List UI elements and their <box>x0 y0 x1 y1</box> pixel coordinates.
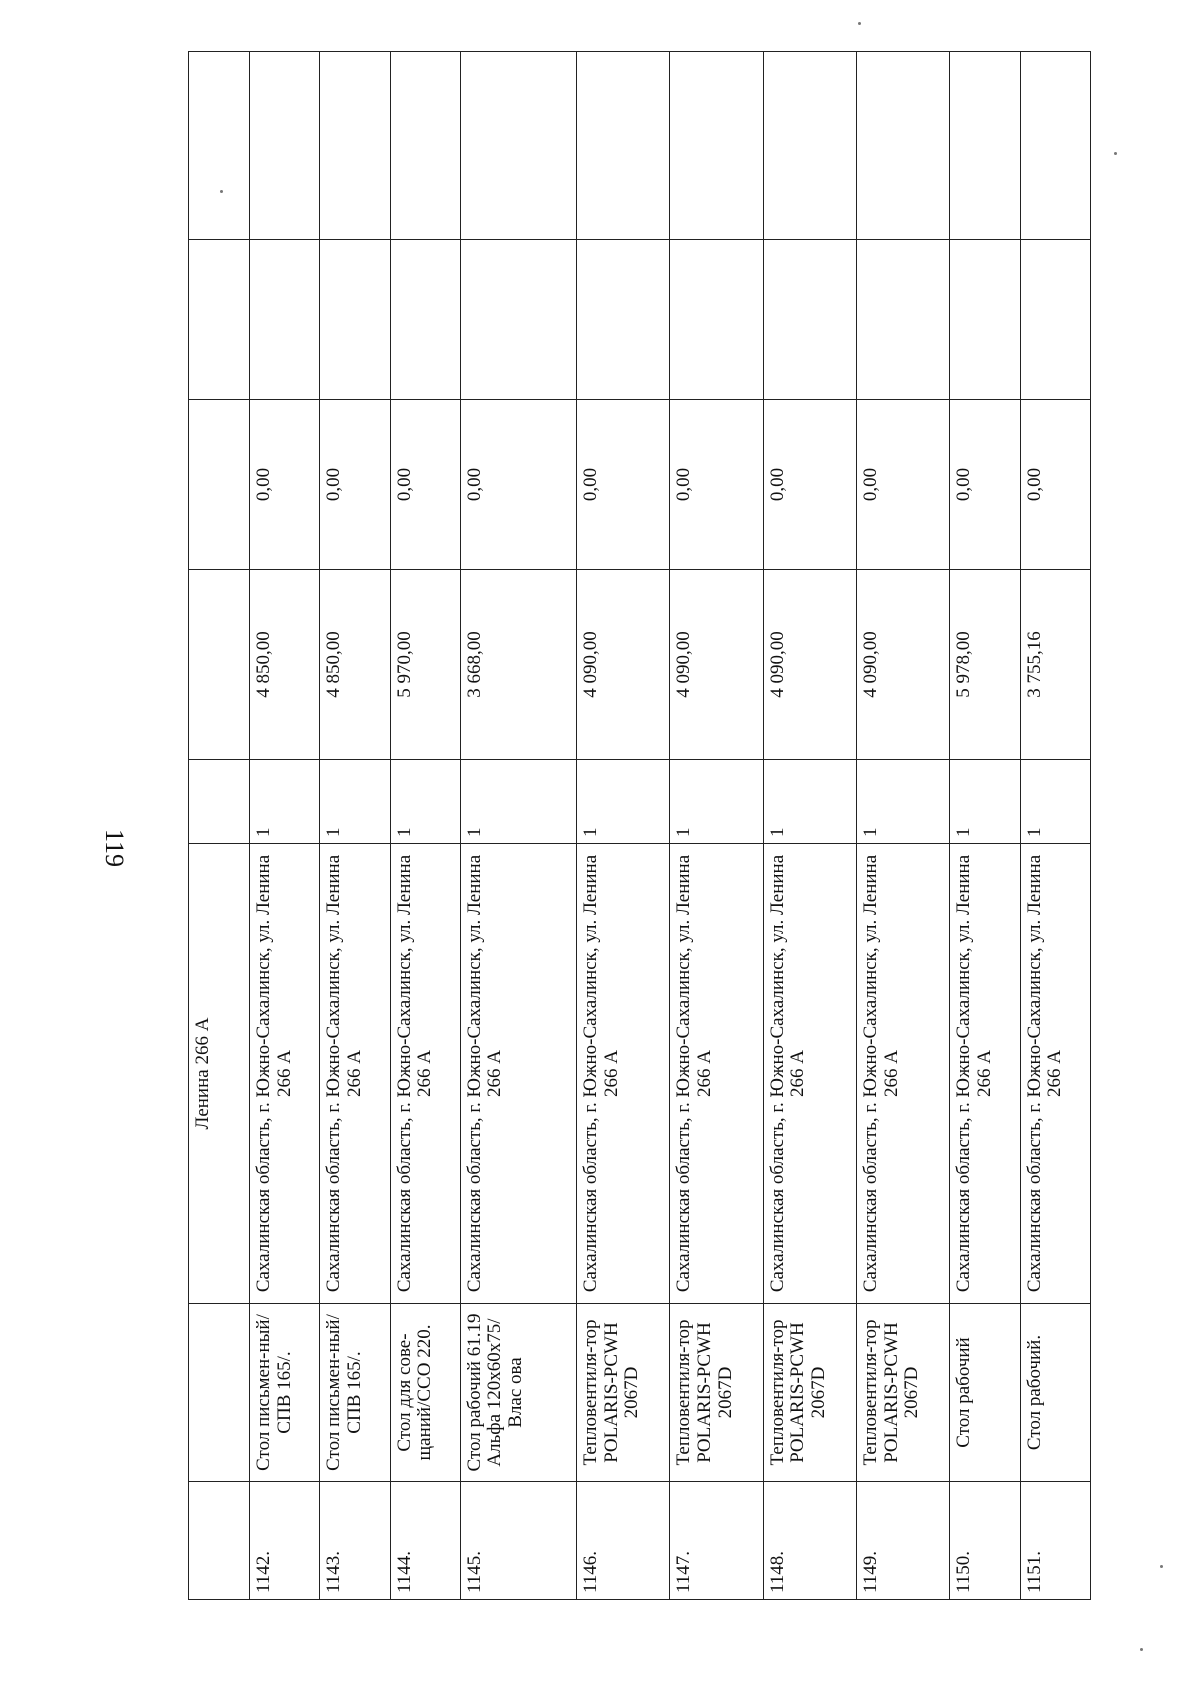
cell-name <box>189 1304 250 1482</box>
cell-number <box>189 1482 250 1600</box>
cell-address: Сахалинская область, г. Южно-Сахалинск, ул. Ленина 266 А <box>1020 844 1090 1304</box>
table-row <box>250 52 320 1600</box>
cell-depreciation: 0,00 <box>250 400 320 570</box>
cell-extra-2 <box>577 52 670 240</box>
cell-cost: 4 090,00 <box>670 570 763 760</box>
cell-extra-1 <box>390 240 460 400</box>
cell-number: 1147. <box>670 1482 763 1600</box>
cell-address: Сахалинская область, г. Южно-Сахалинск, ул. Ленина 266 А <box>250 844 320 1304</box>
cell-name: Стол письмен-ный/СПВ 165/. <box>250 1304 320 1482</box>
cell-address: Сахалинская область, г. Южно-Сахалинск, ул. Ленина 266 А <box>577 844 670 1304</box>
cell-extra-1 <box>950 240 1020 400</box>
cell-address: Сахалинская область, г. Южно-Сахалинск, ул. Ленина 266 А <box>670 844 763 1304</box>
table-row <box>460 52 576 1600</box>
cell-address: Сахалинская область, г. Южно-Сахалинск, ул. Ленина 266 А <box>460 844 576 1304</box>
cell-extra-2 <box>250 52 320 240</box>
table-row <box>1020 52 1090 1600</box>
cell-extra-2 <box>1020 52 1090 240</box>
rotated-table-wrapper <box>188 52 1091 1600</box>
cell-cost: 5 970,00 <box>390 570 460 760</box>
table-row <box>577 52 670 1600</box>
cell-depreciation: 0,00 <box>763 400 856 570</box>
cell-quantity: 1 <box>857 760 950 844</box>
scan-speck <box>858 22 861 25</box>
cell-name: Тепловентиля-тор POLARIS-PCWH 2067D <box>857 1304 950 1482</box>
cell-name: Тепловентиля-тор POLARIS-PCWH 2067D <box>577 1304 670 1482</box>
cell-extra-1 <box>460 240 576 400</box>
cell-address: Сахалинская область, г. Южно-Сахалинск, ул. Ленина 266 А <box>857 844 950 1304</box>
cell-depreciation: 0,00 <box>950 400 1020 570</box>
cell-name: Стол письмен-ный/СПВ 165/. <box>320 1304 390 1482</box>
cell-number: 1145. <box>460 1482 576 1600</box>
cell-depreciation: 0,00 <box>857 400 950 570</box>
cell-number: 1146. <box>577 1482 670 1600</box>
cell-depreciation: 0,00 <box>390 400 460 570</box>
cell-extra-2 <box>950 52 1020 240</box>
cell-address: Сахалинская область, г. Южно-Сахалинск, ул. Ленина 266 А <box>390 844 460 1304</box>
cell-number: 1151. <box>1020 1482 1090 1600</box>
scan-speck <box>1114 152 1117 155</box>
cell-extra-1 <box>1020 240 1090 400</box>
cell-extra-1 <box>320 240 390 400</box>
cell-extra-2 <box>763 52 856 240</box>
cell-cost: 3 668,00 <box>460 570 576 760</box>
table-row <box>390 52 460 1600</box>
table-row-continuation <box>189 52 250 1600</box>
cell-name: Тепловентиля-тор POLARIS-PCWH 2067D <box>763 1304 856 1482</box>
table-row <box>320 52 390 1600</box>
cell-cost: 3 755,16 <box>1020 570 1090 760</box>
cell-extra-2 <box>460 52 576 240</box>
table-row <box>670 52 763 1600</box>
table-row <box>857 52 950 1600</box>
cell-name: Стол для сове-щаний/ССО 220. <box>390 1304 460 1482</box>
scan-speck <box>1160 1565 1163 1568</box>
cell-depreciation: 0,00 <box>577 400 670 570</box>
cell-depreciation <box>189 400 250 570</box>
cell-address: Ленина 266 А <box>189 844 250 1304</box>
cell-cost: 5 978,00 <box>950 570 1020 760</box>
cell-depreciation: 0,00 <box>460 400 576 570</box>
cell-address: Сахалинская область, г. Южно-Сахалинск, ул. Ленина 266 А <box>950 844 1020 1304</box>
cell-cost: 4 090,00 <box>857 570 950 760</box>
cell-quantity: 1 <box>250 760 320 844</box>
property-register-table <box>188 51 1091 1600</box>
cell-quantity: 1 <box>390 760 460 844</box>
cell-quantity: 1 <box>763 760 856 844</box>
cell-cost: 4 090,00 <box>763 570 856 760</box>
cell-quantity <box>189 760 250 844</box>
cell-extra-2 <box>857 52 950 240</box>
cell-number: 1150. <box>950 1482 1020 1600</box>
page-number: 119 <box>100 828 129 868</box>
cell-quantity: 1 <box>320 760 390 844</box>
cell-extra-1 <box>857 240 950 400</box>
cell-extra-1 <box>763 240 856 400</box>
cell-address: Сахалинская область, г. Южно-Сахалинск, ул. Ленина 266 А <box>320 844 390 1304</box>
cell-quantity: 1 <box>460 760 576 844</box>
cell-cost: 4 090,00 <box>577 570 670 760</box>
cell-number: 1149. <box>857 1482 950 1600</box>
table-row <box>950 52 1020 1600</box>
cell-number: 1142. <box>250 1482 320 1600</box>
cell-name: Стол рабочий <box>950 1304 1020 1482</box>
cell-extra-2 <box>670 52 763 240</box>
cell-cost: 4 850,00 <box>320 570 390 760</box>
cell-name: Стол рабочий. <box>1020 1304 1090 1482</box>
cell-cost <box>189 570 250 760</box>
cell-extra-1 <box>189 240 250 400</box>
cell-name: Тепловентиля-тор POLARIS-PCWH 2067D <box>670 1304 763 1482</box>
cell-quantity: 1 <box>1020 760 1090 844</box>
cell-extra-2 <box>189 52 250 240</box>
cell-number: 1144. <box>390 1482 460 1600</box>
cell-extra-1 <box>250 240 320 400</box>
scan-speck <box>220 190 223 193</box>
cell-number: 1148. <box>763 1482 856 1600</box>
cell-depreciation: 0,00 <box>670 400 763 570</box>
scan-speck <box>1140 1648 1143 1651</box>
table-row <box>763 52 856 1600</box>
cell-cost: 4 850,00 <box>250 570 320 760</box>
cell-extra-1 <box>670 240 763 400</box>
cell-quantity: 1 <box>577 760 670 844</box>
cell-quantity: 1 <box>670 760 763 844</box>
cell-quantity: 1 <box>950 760 1020 844</box>
cell-address: Сахалинская область, г. Южно-Сахалинск, ул. Ленина 266 А <box>763 844 856 1304</box>
cell-extra-1 <box>577 240 670 400</box>
cell-name: Стол рабочий 61.19 Альфа 120х60х75/Влас ова <box>460 1304 576 1482</box>
cell-depreciation: 0,00 <box>320 400 390 570</box>
cell-number: 1143. <box>320 1482 390 1600</box>
cell-depreciation: 0,00 <box>1020 400 1090 570</box>
cell-extra-2 <box>390 52 460 240</box>
cell-extra-2 <box>320 52 390 240</box>
